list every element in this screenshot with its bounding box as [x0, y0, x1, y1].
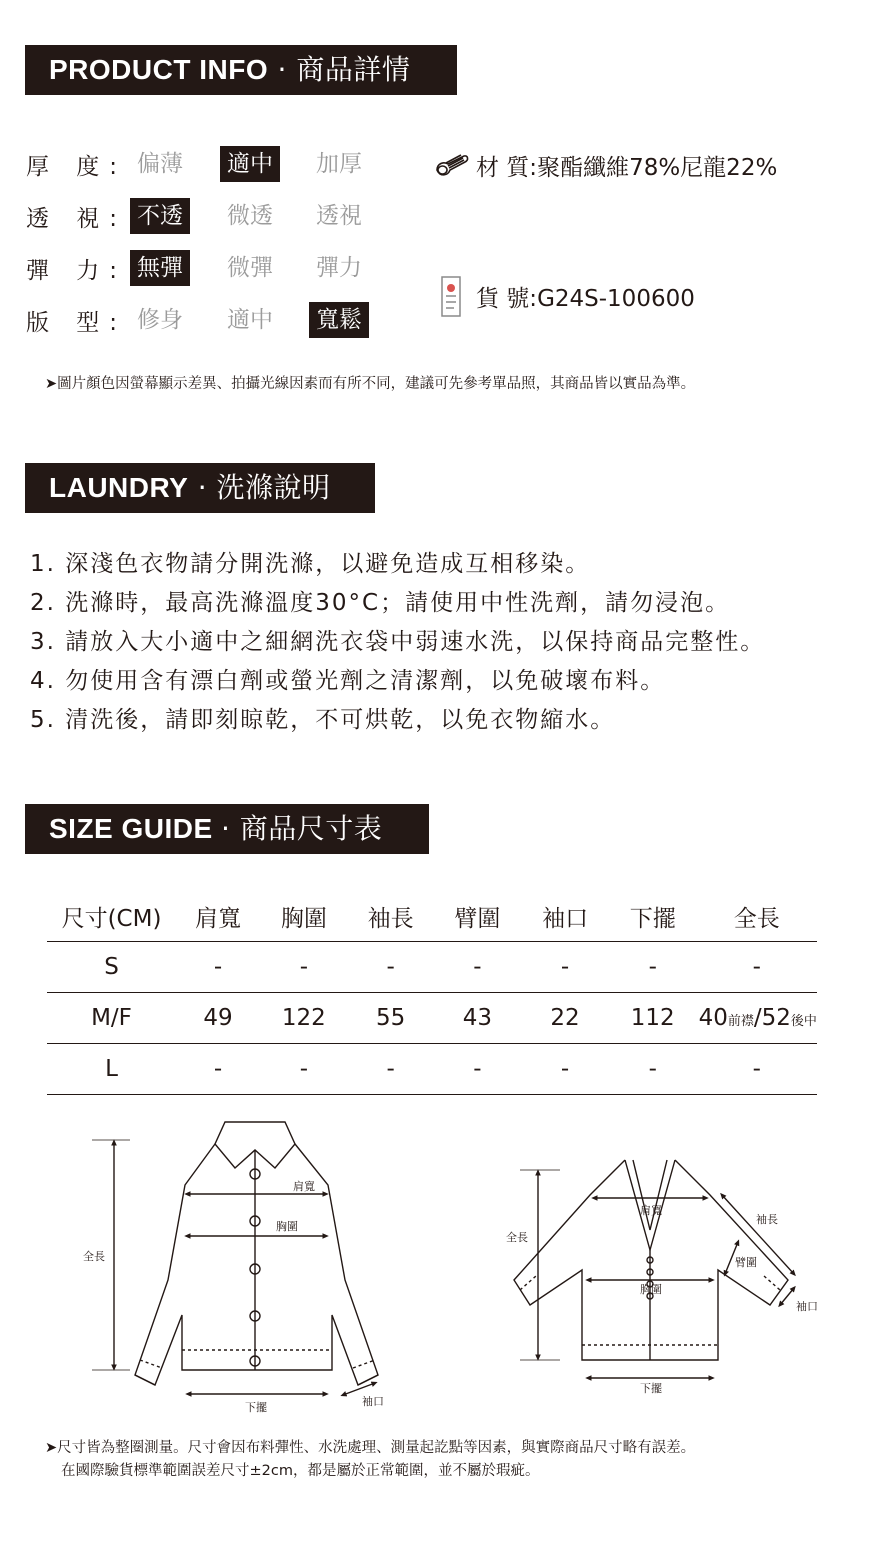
length-front: 40: [698, 1004, 728, 1031]
value-cell: 55: [348, 992, 434, 1043]
value-cell: -: [521, 1043, 609, 1094]
value-cell: -: [521, 941, 609, 992]
length-sep: /: [753, 1004, 762, 1031]
value-cell: 22: [521, 992, 609, 1043]
size-note-line1: ➤尺寸皆為整圈測量。尺寸會因布料彈性、水洗處理、測量起訖點等因素，與實際商品尺寸略有誤差。: [45, 1440, 696, 1456]
column-header: 下擺: [609, 893, 697, 941]
color-note: ➤圖片顏色因螢幕顯示差異、拍攝光線因素而有所不同，建議可先參考單品照，其商品皆以實品為準。: [45, 376, 696, 392]
value-cell: -: [348, 1043, 434, 1094]
cuff-label: 袖口: [362, 1395, 384, 1408]
attribute-option: 透視: [316, 203, 362, 229]
table-row: [47, 992, 817, 1043]
attribute-option-selected: 適中: [220, 146, 280, 182]
value-cell: -: [609, 1043, 697, 1094]
value-cell: -: [348, 941, 434, 992]
shoulder-label: 肩寬: [640, 1204, 662, 1217]
laundry-item: 4. 勿使用含有漂白劑或螢光劑之清潔劑，以免破壞布料。: [30, 668, 666, 694]
heading-cn: 洗滌說明: [216, 471, 331, 504]
attribute-row: [26, 250, 426, 286]
product-info-heading: [25, 45, 457, 95]
hem-label: 下擺: [640, 1382, 662, 1395]
heading-sep: ·: [268, 53, 297, 86]
attribute-option: 偏薄: [137, 151, 183, 177]
size-cell: L: [47, 1043, 176, 1094]
table-row: [47, 941, 817, 992]
value-cell: -: [697, 1043, 817, 1094]
length-back: 52: [761, 1004, 791, 1031]
laundry-item: 3. 請放入大小適中之細網洗衣袋中弱速水洗，以保持商品完整性。: [30, 629, 766, 655]
value-cell: 49: [176, 992, 260, 1043]
attribute-option: 彈力: [316, 255, 362, 281]
attribute-label: 透 視:: [26, 205, 128, 232]
value-cell: -: [434, 941, 522, 992]
value-cell: 112: [609, 992, 697, 1043]
table-row: [47, 1043, 817, 1094]
laundry-item: 5. 清洗後，請即刻晾乾，不可烘乾，以免衣物縮水。: [30, 707, 616, 733]
attribute-option-selected: 無彈: [130, 250, 190, 286]
material-label: 材 質:: [476, 155, 538, 181]
heading-en: LAUNDRY: [49, 472, 189, 503]
column-header: 袖長: [348, 893, 434, 941]
size-note-line2: 在國際驗貨標準範圍誤差尺寸±2cm，都是屬於正常範圍，並不屬於瑕疵。: [61, 1463, 540, 1479]
size-cell: S: [47, 941, 176, 992]
length-cell: [697, 992, 817, 1043]
heading-cn: 商品尺寸表: [239, 812, 383, 845]
table-header-row: [47, 893, 817, 941]
length-label: 全長: [506, 1231, 528, 1244]
attribute-option: 微透: [227, 203, 273, 229]
attribute-option: 微彈: [227, 255, 273, 281]
column-header: 胸圍: [260, 893, 348, 941]
column-header: 袖口: [521, 893, 609, 941]
heading-en: PRODUCT INFO: [49, 54, 269, 85]
value-cell: -: [176, 1043, 260, 1094]
value-cell: -: [609, 941, 697, 992]
value-cell: -: [697, 941, 817, 992]
column-header: 肩寬: [176, 893, 260, 941]
value-cell: 43: [434, 992, 522, 1043]
column-header: 全長: [697, 893, 817, 941]
heading-sep: ·: [188, 471, 217, 504]
attribute-label: 彈 力:: [26, 257, 128, 284]
arm-label: 臂圍: [735, 1256, 757, 1269]
attribute-option: 修身: [137, 307, 183, 333]
cuff-label: 袖口: [796, 1300, 818, 1313]
attribute-row: [26, 198, 426, 234]
attribute-option: 適中: [227, 307, 273, 333]
attribute-label: 厚 度:: [26, 153, 128, 180]
attribute-label: 版 型:: [26, 309, 128, 336]
laundry-item: 1. 深淺色衣物請分開洗滌，以避免造成互相移染。: [30, 551, 591, 577]
attribute-option: 加厚: [316, 151, 362, 177]
fabric-roll-icon: [434, 152, 470, 182]
sleeve-label: 袖長: [756, 1213, 778, 1226]
heading-cn: 商品詳情: [296, 53, 411, 86]
attribute-option-selected: 寬鬆: [309, 302, 369, 338]
laundry-heading: [25, 463, 375, 513]
size-guide-heading: [25, 804, 429, 854]
shirt-diagram: [70, 1110, 400, 1420]
attribute-row: [26, 302, 426, 338]
chest-label: 胸圍: [640, 1283, 662, 1296]
length-front-note: 前襟: [727, 1013, 754, 1029]
material-spec: [476, 149, 777, 182]
attribute-option-selected: 不透: [130, 198, 190, 234]
tag-icon: [438, 274, 466, 320]
heading-en: SIZE GUIDE: [49, 813, 221, 844]
value-cell: -: [434, 1043, 522, 1094]
attribute-row: [26, 146, 426, 182]
value-cell: -: [260, 1043, 348, 1094]
size-cell: M/F: [47, 992, 176, 1043]
value-cell: -: [260, 941, 348, 992]
shoulder-label: 肩寬: [293, 1180, 315, 1193]
laundry-item: 2. 洗滌時，最高洗滌溫度30°C；請使用中性洗劑，請勿浸泡。: [30, 590, 731, 616]
sku-value: G24S-100600: [537, 286, 695, 312]
hem-label: 下擺: [245, 1401, 267, 1414]
value-cell: -: [176, 941, 260, 992]
chest-label: 胸圍: [276, 1220, 298, 1233]
column-header: 尺寸(CM): [47, 893, 176, 941]
sku-label: 貨 號:: [476, 286, 538, 312]
size-table: [47, 893, 817, 1095]
length-label: 全長: [83, 1250, 105, 1263]
material-value: 聚酯纖維78%尼龍22%: [537, 155, 778, 181]
length-back-note: 後中: [790, 1013, 817, 1029]
value-cell: 122: [260, 992, 348, 1043]
sku-spec: [476, 280, 695, 313]
cardigan-diagram: [500, 1150, 830, 1400]
heading-sep: ·: [220, 812, 240, 845]
column-header: 臂圍: [434, 893, 522, 941]
